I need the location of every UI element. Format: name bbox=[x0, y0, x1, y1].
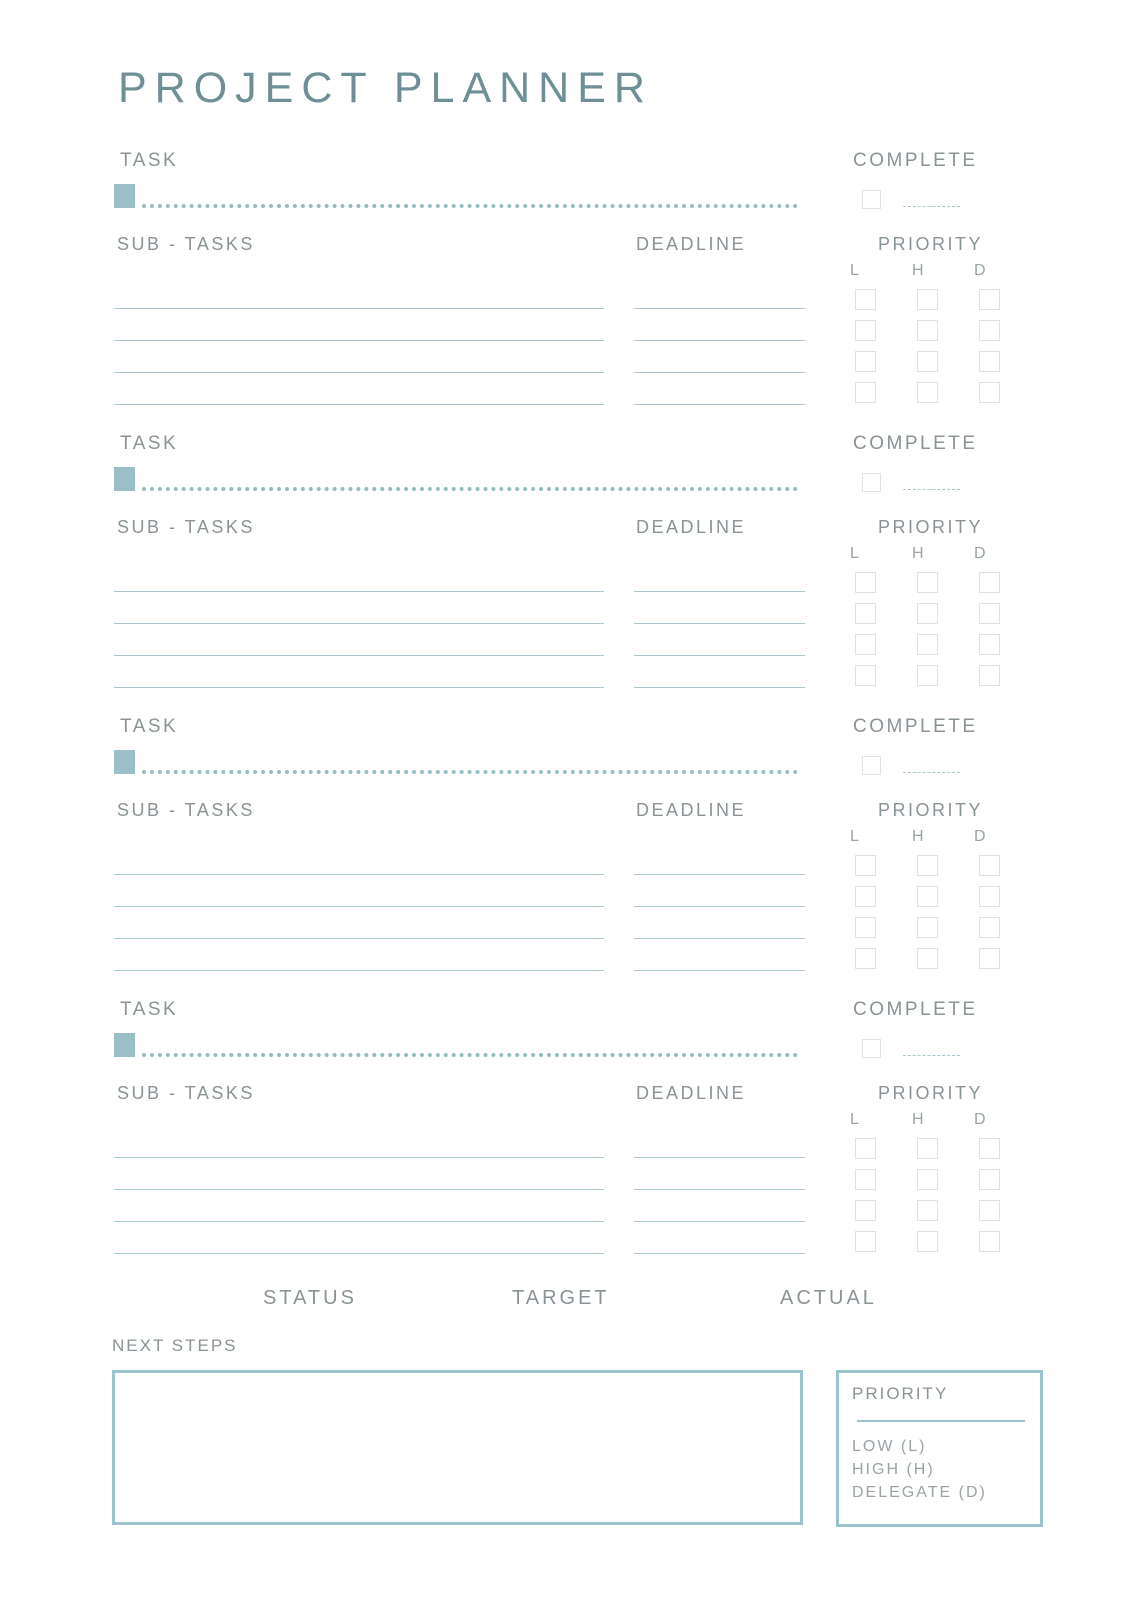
complete-label: COMPLETE bbox=[853, 716, 978, 737]
priority-col-delegate: D bbox=[974, 262, 986, 279]
task-label: TASK bbox=[120, 999, 179, 1020]
priority-high-checkbox[interactable] bbox=[917, 1200, 938, 1221]
complete-checkbox[interactable] bbox=[862, 756, 881, 775]
deadline-line[interactable] bbox=[634, 1157, 805, 1158]
complete-label: COMPLETE bbox=[853, 999, 978, 1020]
priority-legend bbox=[836, 1370, 1043, 1527]
task-marker bbox=[114, 1033, 135, 1057]
priority-high-checkbox[interactable] bbox=[917, 1169, 938, 1190]
deadline-line[interactable] bbox=[634, 1189, 805, 1190]
priority-delegate-checkbox[interactable] bbox=[979, 1231, 1000, 1252]
priority-delegate-checkbox[interactable] bbox=[979, 665, 1000, 686]
actual-label: ACTUAL bbox=[780, 1287, 877, 1309]
priority-col-low: L bbox=[850, 262, 859, 279]
subtask-line[interactable] bbox=[114, 308, 604, 309]
priority-low-checkbox[interactable] bbox=[855, 382, 876, 403]
priority-delegate-checkbox[interactable] bbox=[979, 1200, 1000, 1221]
subtask-line[interactable] bbox=[114, 372, 604, 373]
complete-date-field[interactable] bbox=[903, 206, 960, 207]
priority-delegate-checkbox[interactable] bbox=[979, 855, 1000, 876]
legend-title: PRIORITY bbox=[852, 1384, 949, 1403]
complete-date-field[interactable] bbox=[903, 489, 960, 490]
legend-item-low: LOW (L) bbox=[852, 1438, 927, 1455]
priority-low-checkbox[interactable] bbox=[855, 1138, 876, 1159]
legend-divider bbox=[857, 1420, 1025, 1422]
legend-item-delegate: DELEGATE (D) bbox=[852, 1484, 987, 1501]
priority-high-checkbox[interactable] bbox=[917, 665, 938, 686]
subtask-line[interactable] bbox=[114, 687, 604, 688]
deadline-label: DEADLINE bbox=[636, 1083, 747, 1103]
priority-high-checkbox[interactable] bbox=[917, 634, 938, 655]
priority-low-checkbox[interactable] bbox=[855, 1200, 876, 1221]
page-title: PROJECT PLANNER bbox=[118, 64, 653, 112]
priority-col-delegate: D bbox=[974, 545, 986, 562]
priority-low-checkbox[interactable] bbox=[855, 1231, 876, 1252]
priority-high-checkbox[interactable] bbox=[917, 603, 938, 624]
subtasks-label: SUB - TASKS bbox=[117, 800, 255, 820]
complete-date-field[interactable] bbox=[903, 772, 960, 773]
priority-high-checkbox[interactable] bbox=[917, 1231, 938, 1252]
complete-checkbox[interactable] bbox=[862, 473, 881, 492]
deadline-line[interactable] bbox=[634, 874, 805, 875]
priority-delegate-checkbox[interactable] bbox=[979, 289, 1000, 310]
subtask-line[interactable] bbox=[114, 970, 604, 971]
priority-high-checkbox[interactable] bbox=[917, 351, 938, 372]
task-name-field[interactable] bbox=[142, 487, 798, 491]
task-section bbox=[0, 148, 1140, 428]
priority-delegate-checkbox[interactable] bbox=[979, 603, 1000, 624]
priority-low-checkbox[interactable] bbox=[855, 634, 876, 655]
subtask-line[interactable] bbox=[114, 340, 604, 341]
priority-delegate-checkbox[interactable] bbox=[979, 1138, 1000, 1159]
task-name-field[interactable] bbox=[142, 204, 798, 208]
subtask-line[interactable] bbox=[114, 1221, 604, 1222]
priority-delegate-checkbox[interactable] bbox=[979, 1169, 1000, 1190]
subtask-line[interactable] bbox=[114, 404, 604, 405]
task-label: TASK bbox=[120, 433, 179, 454]
priority-low-checkbox[interactable] bbox=[855, 320, 876, 341]
deadline-line[interactable] bbox=[634, 938, 805, 939]
subtask-line[interactable] bbox=[114, 906, 604, 907]
deadline-line[interactable] bbox=[634, 655, 805, 656]
priority-low-checkbox[interactable] bbox=[855, 351, 876, 372]
deadline-line[interactable] bbox=[634, 591, 805, 592]
priority-col-high: H bbox=[912, 1111, 924, 1128]
priority-col-low: L bbox=[850, 828, 859, 845]
complete-checkbox[interactable] bbox=[862, 1039, 881, 1058]
priority-high-checkbox[interactable] bbox=[917, 917, 938, 938]
priority-low-checkbox[interactable] bbox=[855, 855, 876, 876]
deadline-line[interactable] bbox=[634, 623, 805, 624]
priority-col-high: H bbox=[912, 828, 924, 845]
priority-col-high: H bbox=[912, 545, 924, 562]
priority-high-checkbox[interactable] bbox=[917, 886, 938, 907]
priority-low-checkbox[interactable] bbox=[855, 665, 876, 686]
deadline-label: DEADLINE bbox=[636, 517, 747, 537]
priority-high-checkbox[interactable] bbox=[917, 1138, 938, 1159]
deadline-line[interactable] bbox=[634, 372, 805, 373]
next-steps-label: NEXT STEPS bbox=[112, 1336, 238, 1355]
subtasks-label: SUB - TASKS bbox=[117, 1083, 255, 1103]
priority-high-checkbox[interactable] bbox=[917, 382, 938, 403]
priority-delegate-checkbox[interactable] bbox=[979, 948, 1000, 969]
task-label: TASK bbox=[120, 150, 179, 171]
subtask-line[interactable] bbox=[114, 655, 604, 656]
subtask-line[interactable] bbox=[114, 1253, 604, 1254]
priority-low-checkbox[interactable] bbox=[855, 572, 876, 593]
priority-high-checkbox[interactable] bbox=[917, 948, 938, 969]
task-label: TASK bbox=[120, 716, 179, 737]
deadline-label: DEADLINE bbox=[636, 234, 747, 254]
priority-delegate-checkbox[interactable] bbox=[979, 320, 1000, 341]
priority-label: PRIORITY bbox=[878, 1083, 984, 1103]
task-marker bbox=[114, 184, 135, 208]
priority-label: PRIORITY bbox=[878, 234, 984, 254]
deadline-line[interactable] bbox=[634, 970, 805, 971]
task-section bbox=[0, 997, 1140, 1277]
priority-high-checkbox[interactable] bbox=[917, 572, 938, 593]
priority-low-checkbox[interactable] bbox=[855, 603, 876, 624]
priority-low-checkbox[interactable] bbox=[855, 948, 876, 969]
priority-low-checkbox[interactable] bbox=[855, 917, 876, 938]
priority-low-checkbox[interactable] bbox=[855, 289, 876, 310]
subtask-line[interactable] bbox=[114, 591, 604, 592]
deadline-line[interactable] bbox=[634, 340, 805, 341]
priority-high-checkbox[interactable] bbox=[917, 855, 938, 876]
legend-item-high: HIGH (H) bbox=[852, 1461, 935, 1478]
priority-label: PRIORITY bbox=[878, 517, 984, 537]
task-marker bbox=[114, 750, 135, 774]
priority-high-checkbox[interactable] bbox=[917, 289, 938, 310]
legend-list bbox=[852, 1435, 987, 1504]
complete-label: COMPLETE bbox=[853, 150, 978, 171]
priority-col-low: L bbox=[850, 545, 859, 562]
priority-delegate-checkbox[interactable] bbox=[979, 382, 1000, 403]
subtask-line[interactable] bbox=[114, 874, 604, 875]
priority-low-checkbox[interactable] bbox=[855, 886, 876, 907]
priority-high-checkbox[interactable] bbox=[917, 320, 938, 341]
deadline-line[interactable] bbox=[634, 1221, 805, 1222]
task-name-field[interactable] bbox=[142, 770, 798, 774]
priority-col-low: L bbox=[850, 1111, 859, 1128]
complete-label: COMPLETE bbox=[853, 433, 978, 454]
priority-col-high: H bbox=[912, 262, 924, 279]
priority-low-checkbox[interactable] bbox=[855, 1169, 876, 1190]
complete-date-field[interactable] bbox=[903, 1055, 960, 1056]
task-name-field[interactable] bbox=[142, 1053, 798, 1057]
priority-delegate-checkbox[interactable] bbox=[979, 634, 1000, 655]
task-section bbox=[0, 714, 1140, 994]
subtask-line[interactable] bbox=[114, 938, 604, 939]
deadline-line[interactable] bbox=[634, 308, 805, 309]
priority-delegate-checkbox[interactable] bbox=[979, 572, 1000, 593]
deadline-line[interactable] bbox=[634, 1253, 805, 1254]
next-steps-box[interactable] bbox=[112, 1370, 803, 1525]
status-label: STATUS bbox=[263, 1287, 357, 1309]
priority-label: PRIORITY bbox=[878, 800, 984, 820]
deadline-line[interactable] bbox=[634, 687, 805, 688]
deadline-line[interactable] bbox=[634, 906, 805, 907]
deadline-label: DEADLINE bbox=[636, 800, 747, 820]
priority-delegate-checkbox[interactable] bbox=[979, 917, 1000, 938]
deadline-line[interactable] bbox=[634, 404, 805, 405]
priority-col-delegate: D bbox=[974, 828, 986, 845]
subtask-line[interactable] bbox=[114, 1189, 604, 1190]
task-section bbox=[0, 431, 1140, 711]
subtask-line[interactable] bbox=[114, 1157, 604, 1158]
subtasks-label: SUB - TASKS bbox=[117, 234, 255, 254]
subtask-line[interactable] bbox=[114, 623, 604, 624]
priority-delegate-checkbox[interactable] bbox=[979, 351, 1000, 372]
priority-delegate-checkbox[interactable] bbox=[979, 886, 1000, 907]
priority-col-delegate: D bbox=[974, 1111, 986, 1128]
target-label: TARGET bbox=[512, 1287, 610, 1309]
complete-checkbox[interactable] bbox=[862, 190, 881, 209]
task-marker bbox=[114, 467, 135, 491]
subtasks-label: SUB - TASKS bbox=[117, 517, 255, 537]
